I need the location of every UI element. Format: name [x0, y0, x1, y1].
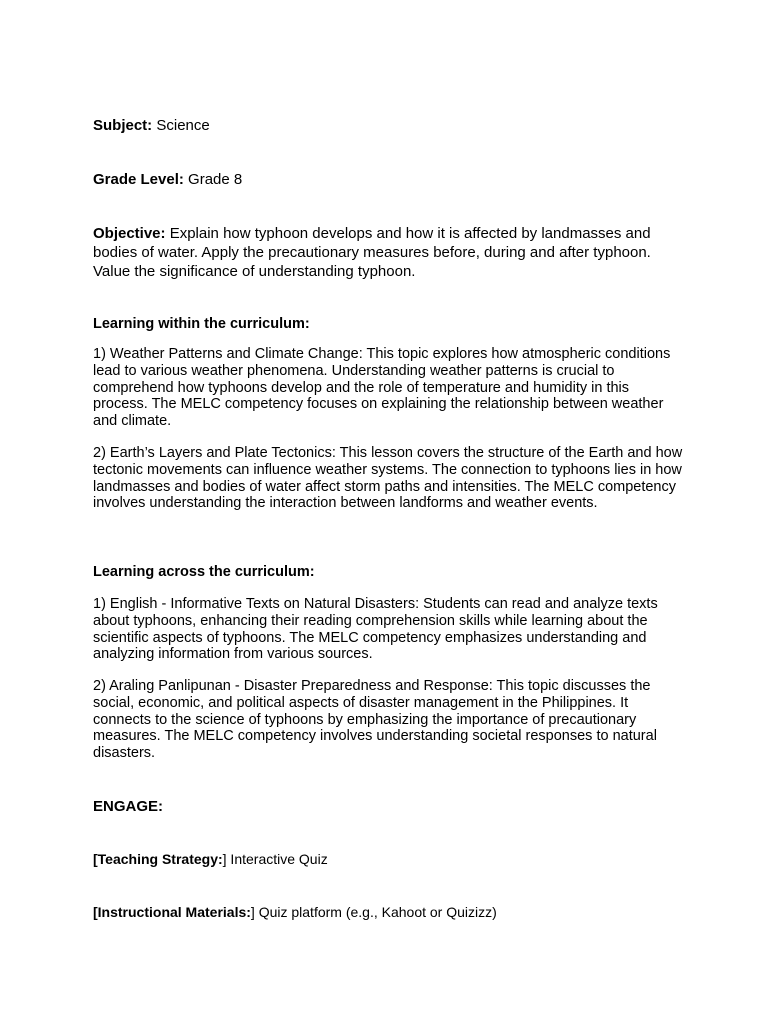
subject-line: [93, 116, 678, 135]
instructional-materials-line: [93, 904, 678, 921]
objective-label: Objective:: [93, 225, 166, 242]
within-curriculum-heading-text: Learning within the curriculum:: [93, 316, 310, 332]
across-curriculum-item: 1) English - Informative Texts on Natural Disasters: Students can read and analyze texts about typhoons, enhancing their reading comprehension skills while learning about the scientific aspects of typhoons. The MELC competency emphasizes understanding and analyzing information from various sources.: [93, 596, 658, 663]
subject-value: Science: [156, 117, 210, 134]
grade-level-value: Grade 8: [188, 171, 243, 188]
instructional-materials-label: [Instructional Materials:: [93, 904, 251, 920]
teaching-strategy-line: [93, 851, 678, 868]
teaching-strategy-value: ] Interactive Quiz: [222, 851, 328, 867]
across-curriculum-heading: [93, 564, 678, 581]
engage-heading: [93, 797, 678, 816]
within-curriculum-item: 1) Weather Patterns and Climate Change: This topic explores how atmospheric conditions lead to various weather phenomena. Understanding weather patterns is crucial to comprehend how typhoons develop and the role of temperature and humidity in this process. The MELC competency focuses on explaining the relationship between weather and climate.: [93, 346, 671, 430]
objective-text: Explain how typhoon develops and how it is affected by landmasses and bodies of water. Apply the precautionary measures before, during and after typhoon. Value the significance of understanding typhoon.: [93, 225, 651, 280]
subject-label: Subject:: [93, 117, 153, 134]
lesson-plan-page: [93, 0, 683, 1024]
grade-level-line: [93, 170, 678, 189]
across-curriculum-item: 2) Araling Panlipunan - Disaster Preparedness and Response: This topic discusses the social, economic, and political aspects of disaster management in the Philippines. It connects to the science of typhoons by emphasizing the importance of precautionary measures. The MELC competency involves understanding societal responses to natural disasters.: [93, 678, 657, 762]
within-curriculum-heading: [93, 316, 678, 333]
teaching-strategy-label: [Teaching Strategy:: [93, 851, 223, 867]
within-curriculum-item: 2) Earth’s Layers and Plate Tectonics: This lesson covers the structure of the Earth and how tectonic movements can influence weather systems. The connection to typhoons lies in how landmasses and bodies of water affect storm paths and intensities. The MELC competency involves understanding the interaction between landforms and weather events.: [93, 445, 683, 512]
grade-level-label: Grade Level:: [93, 171, 184, 188]
engage-heading-text: ENGAGE:: [93, 798, 164, 815]
across-curriculum-heading-text: Learning across the curriculum:: [93, 564, 315, 580]
instructional-materials-value: ] Quiz platform (e.g., Kahoot or Quizizz): [250, 904, 497, 920]
objective-paragraph: [93, 224, 678, 281]
